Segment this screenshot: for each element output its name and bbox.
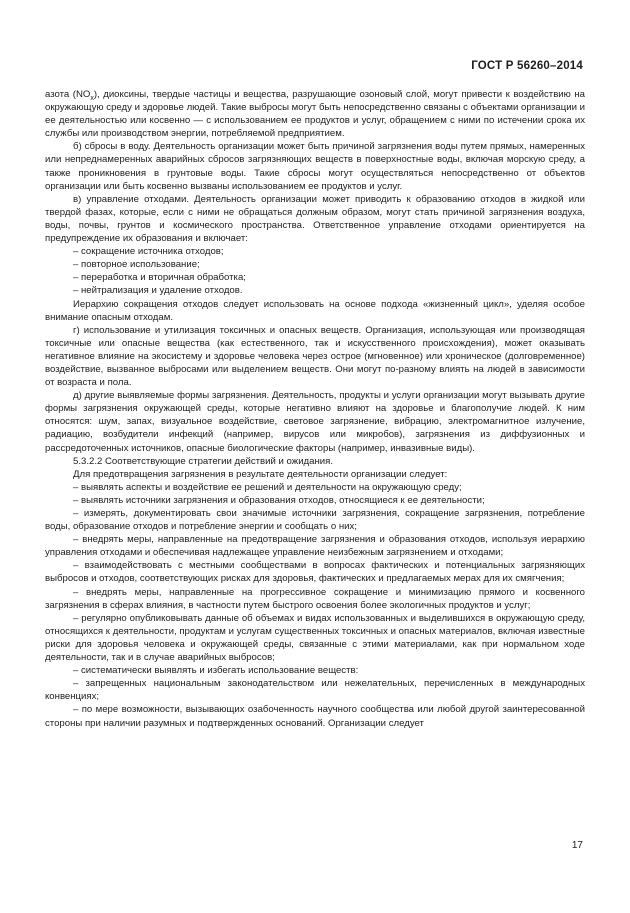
list-item: – нейтрализация и удаление отходов.	[73, 285, 243, 297]
page-number: 17	[571, 840, 583, 851]
list-item: – по мере возможности, вызывающих озабоченность научного сообщества или любой другой заинтересованной стороны при наличии разумных и подтвержденных оснований. Организации следует	[45, 704, 585, 729]
list-item: – внедрять меры, направленные на прогрессивное сокращение и минимизацию прямого и косвенного загрязнения в сферах влияния, в частности путем быстрого освоения более экологичных продуктов и услуг;	[45, 586, 585, 611]
paragraph-other-pollution: д) другие выявляемые формы загрязнения. Деятельность, продукты и услуги организации могут вызывать другие формы загрязнения окружающей среды, которые негативно влияют на здоровье и благополучие людей. К ним относятся: шум, запах, визуальное воздействие, световое загрязнение, вибрацию, электромагнитное излучение, радиацию, возбудители инфекций (например, вирусов или микробов), загрязнения из диффузионных и рассредоточенных источников, опасные биологические факторы (например, инвазивные виды).	[45, 390, 585, 454]
text-fragment: азота (NO	[45, 89, 91, 100]
document-body	[45, 88, 585, 730]
subsection-heading: 5.3.2.2 Соответствующие стратегии действий и ожидания.	[73, 455, 333, 467]
list-item: – систематически выявлять и избегать использование веществ:	[73, 665, 359, 677]
list-item: – сокращение источника отходов;	[73, 246, 224, 258]
list-item: – регулярно опубликовывать данные об объемах и видах использованных и выделившихся в окружающую среду, относящихся к деятельности, продуктам и услугам существенных токсичных и опасных материалов, включая известные риски для здоровья человека и окружающей среды, связанные с этими материалами, как при нормальном ходе деятельности, так и в случае аварийных выбросов;	[45, 612, 585, 664]
list-item: – переработка и вторичная обработка;	[73, 272, 246, 284]
text-fragment: ), диоксины, твердые частицы и вещества, разрушающие озоновый слой, могут привести к воздействию на окружающую среду и здоровье людей. Такие выбросы могут быть непосредственно связаны с объектами организации и ее деятельностью или косвенно — с использованием ее продуктов и услуг, обращением с ними по истечении срока их службы или производством энергии, потребляемой предприятием.	[45, 89, 585, 140]
paragraph-prevention-intro: Для предотвращения загрязнения в результате деятельности организации следует:	[73, 468, 448, 480]
list-item: – запрещенных национальным законодательством или нежелательных, перечисленных в международных конвенциях;	[45, 678, 585, 703]
list-item: – повторное использование;	[73, 259, 200, 271]
paragraph-waste-management: в) управление отходами. Деятельность организации может приводить к образованию отходов в жидкой или твердой фазах, которые, если с ними не обращаться должным образом, могут стать причиной загрязнения воздуха, воды, почвы, грунтов и космического пространства. Ответственное управление отходами ориентируется на предупреждение их образования и включает:	[45, 193, 585, 245]
subscript-x: x	[90, 94, 94, 102]
prevention-actions-list	[45, 481, 585, 730]
list-item: – измерять, документировать свои значимые источники загрязнения, сокращение загрязнения, потребление воды, образование отходов и потребление энергии и сообщать о них;	[45, 508, 585, 533]
list-item: – выявлять источники загрязнения и образования отходов, относящиеся к ее деятельности;	[73, 494, 485, 506]
list-item: – взаимодействовать с местными сообществами в вопросах фактических и потенциальных загрязняющих выбросов и отходов, соответствующих рисках для здоровья, фактических и предлагаемых мерах для их смягчения;	[45, 560, 585, 585]
paragraph-hierarchy-note: Иерархию сокращения отходов следует использовать на основе подхода «жизненный цикл», уделяя особое внимание опасным отходам.	[45, 298, 585, 323]
paragraph-water-discharges: б) сбросы в воду. Деятельность организации может быть причиной загрязнения воды путем прямых, намеренных или непреднамеренных аварийных сбросов загрязняющих веществ в поверхностные воды, включая морскую среду, а также проникновения в грунтовые воды. Такие сбросы могут осуществляться непосредственно от объектов организации или быть косвенно вызваны использованием ее продуктов и услуг.	[45, 141, 585, 192]
paragraph-toxic-substances: г) использование и утилизация токсичных и опасных веществ. Организация, использующая или производящая токсичные или опасные вещества (как естественного, так и искусственного происхождения), может оказывать негативное влияние на экосистему и здоровье человека через острое (мгновенное) или хроническое (долговременное) воздействие, вызванное выбросами или выделением веществ. Они могут по-разному влиять на людей в зависимости от возраста и пола.	[45, 324, 585, 389]
list-item: – внедрять меры, направленные на предотвращение загрязнения и образования отходов, используя иерархию управления отходами и обеспечивая надлежащее управление неизбежным загрязнением и отходами;	[45, 534, 585, 559]
paragraph-emissions-cont	[45, 88, 585, 140]
list-item: – выявлять аспекты и воздействие ее решений и деятельности на окружающую среду;	[73, 481, 462, 493]
standard-code-header: ГОСТ Р 56260–2014	[471, 60, 583, 72]
waste-hierarchy-list	[45, 245, 585, 297]
